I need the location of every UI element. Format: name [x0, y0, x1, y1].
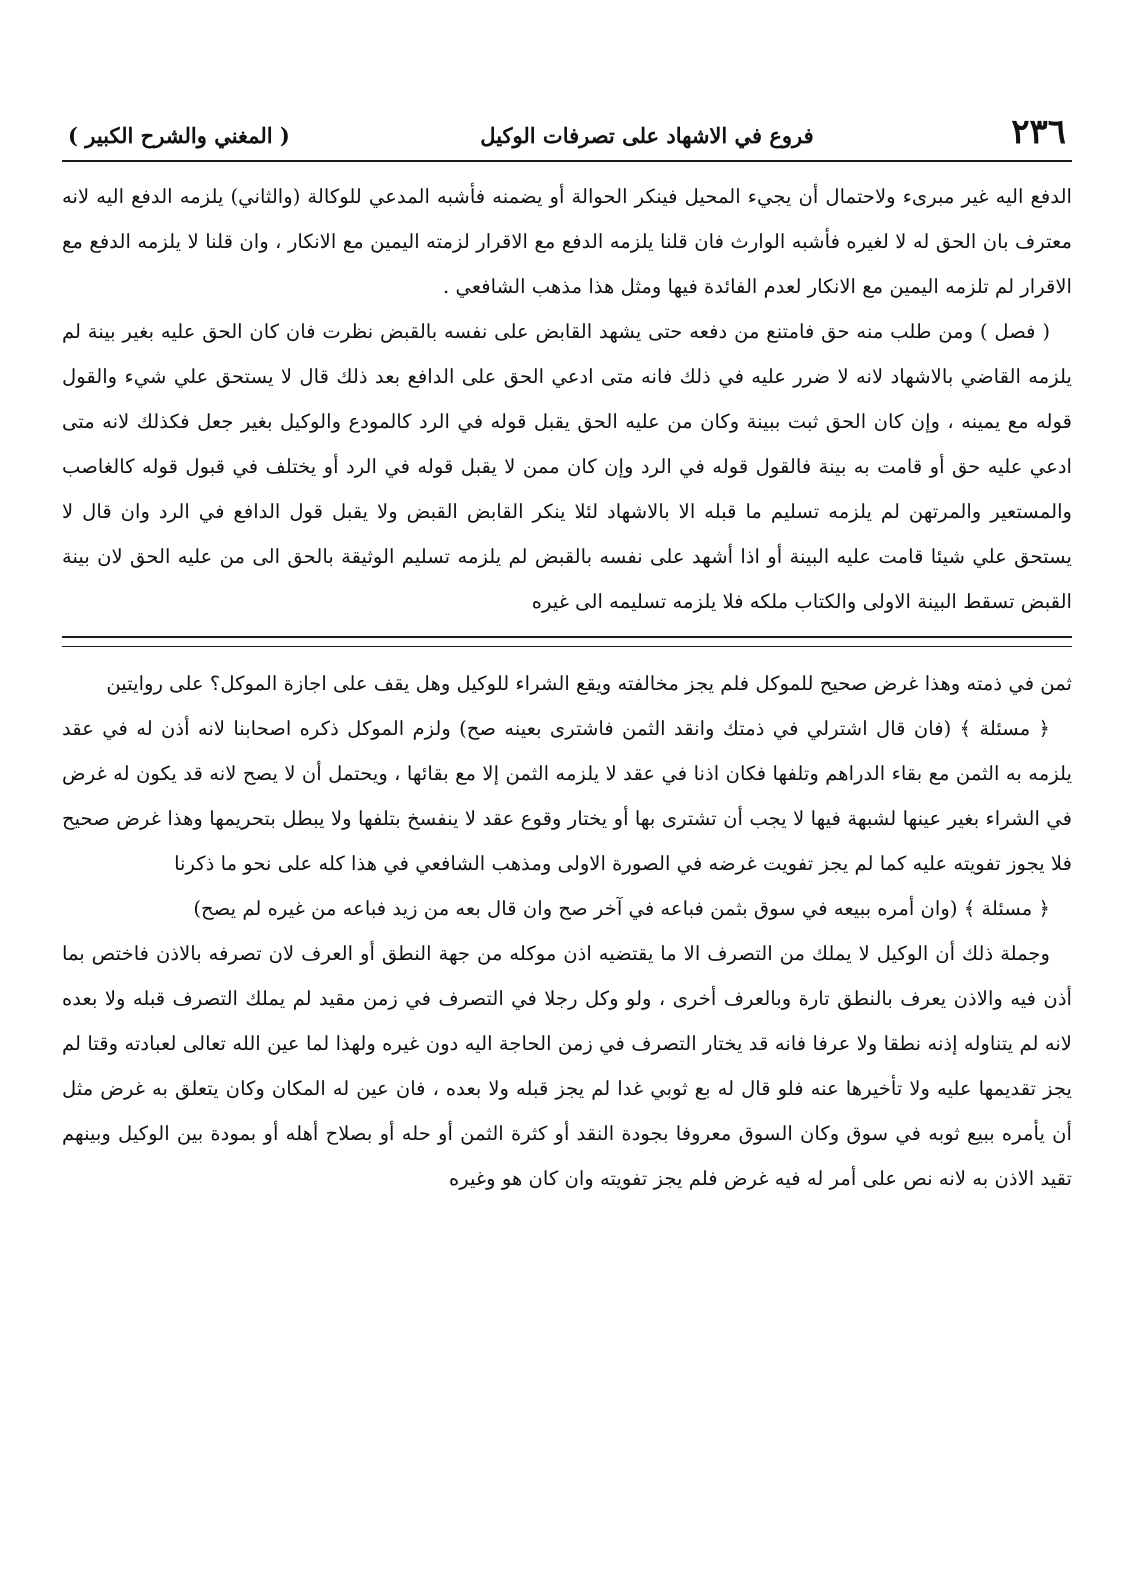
fasl-paragraph: ( فصل ) ومن طلب منه حق فامتنع من دفعه حتى يشهد القابض على نفسه بالقبض نظرت فان كان الحق عليه بغير بينة لم يلزمه القاضي بالاشهاد لانه لا ضرر عليه في ذلك فانه متى ادعي الحق على الدافع بعد ذلك قال لا يستحق علي شيء والقول قوله مع يمينه ، وإن كان الحق ثبت ببينة وكان من عليه الحق يقبل قوله في الرد كالمودع والوكيل بغير جعل فكذلك لانه متى ادعي عليه حق أو قامت به بينة فالقول قوله في الرد وإن كان ممن لا يقبل قوله في الرد أو يختلف في قبول قوله كالغاصب والمستعير والمرتهن لم يلزمه تسليم ما قبله الا بالاشهاد لئلا ينكر القابض القبض ولا يقبل قول الدافع في الرد وان قال لا يستحق علي شيئا قامت عليه البينة أو اذا أشهد على نفسه بالقبض لم يلزمه تسليم الوثيقة بالحق الى من عليه الحق لان بينة القبض تسقط البينة الاولى والكتاب ملكه فلا يلزمه تسليمه الى غيره	[62, 320, 1072, 613]
section-divider	[62, 636, 1072, 647]
lower-section	[62, 661, 1072, 1201]
page-number: ٢٣٦	[1011, 112, 1066, 152]
upper-paragraph-1: الدفع اليه غير مبرىء ولاحتمال أن يجيء المحيل فينكر الحوالة أو يضمنه فأشبه المدعي للوكالة (والثاني) يلزمه الدفع اليه لانه معترف بان الحق له لا لغيره فأشبه الوارث فان قلنا يلزمه الدفع مع الاقرار لزمته اليمين مع الانكار ، وان قلنا لا يلزمه الدفع مع الاقرار لم تلزمه اليمين مع الانكار لعدم الفائدة فيها ومثل هذا مذهب الشافعي .	[62, 185, 1072, 298]
page-header	[62, 112, 1072, 162]
explanation-paragraph: وجملة ذلك أن الوكيل لا يملك من التصرف الا ما يقتضيه اذن موكله من جهة النطق أو العرف لان تصرفه بالاذن فاختص بما أذن فيه والاذن يعرف بالنطق تارة وبالعرف أخرى ، ولو وكل رجلا في التصرف في زمن مقيد لم يملك التصرف قبله ولا بعده لانه لم يتناوله إذنه نطقا ولا عرفا فانه قد يختار التصرف في زمن الحاجة اليه دون غيره ولهذا لما عين الله تعالى لعبادته وقتا لم يجز تقديمها عليه ولا تأخيرها عنه فلو قال له بع ثوبي غدا لم يجز قبله ولا بعده ، فان عين له المكان وكان يتعلق به غرض مثل أن يأمره ببيع ثوبه في سوق وكان السوق معروفا بجودة النقد أو كثرة الثمن أو حله أو بصلاح أهله أو بمودة بين الوكيل وبينهم تقيد الاذن به لانه نص على أمر له فيه غرض فلم يجز تفويته وان كان هو وغيره	[62, 942, 1072, 1190]
masala-paragraph-2: ﴿ مسئلة ﴾ (وان أمره ببيعه في سوق بثمن فباعه في آخر صح وان قال بعه من زيد فباعه من غيره لم يصح)	[193, 897, 1050, 920]
upper-section	[62, 174, 1072, 624]
masala-paragraph-1: ﴿ مسئلة ﴾ (فان قال اشترلي في ذمتك وانقد الثمن فاشترى بعينه صح) ولزم الموكل ذكره اصحابنا لانه أذن له في عقد يلزمه به الثمن مع بقاء الدراهم وتلفها فكان اذنا في عقد لا يلزمه الثمن إلا مع بقائها ، ويحتمل أن لا يصح لانه قد يكون له غرض في الشراء بغير عينها لشبهة فيها لا يجب أن تشترى بها أو يختار وقوع عقد لا ينفسخ بتلفها ولا يبطل بتحريمها وهذا غرض صحيح فلا يجوز تفويته عليه كما لم يجز تفويت غرضه في الصورة الاولى ومذهب الشافعي في هذا كله على نحو ما ذكرنا	[62, 717, 1072, 875]
book-title: ( المغني والشرح الكبير )	[68, 123, 290, 148]
running-title: فروع في الاشهاد على تصرفات الوكيل	[480, 123, 814, 148]
document-page	[62, 112, 1072, 1201]
lower-paragraph-1: ثمن في ذمته وهذا غرض صحيح للموكل فلم يجز مخالفته ويقع الشراء للوكيل وهل يقف على اجازة الموكل؟ على روايتين	[106, 672, 1072, 695]
